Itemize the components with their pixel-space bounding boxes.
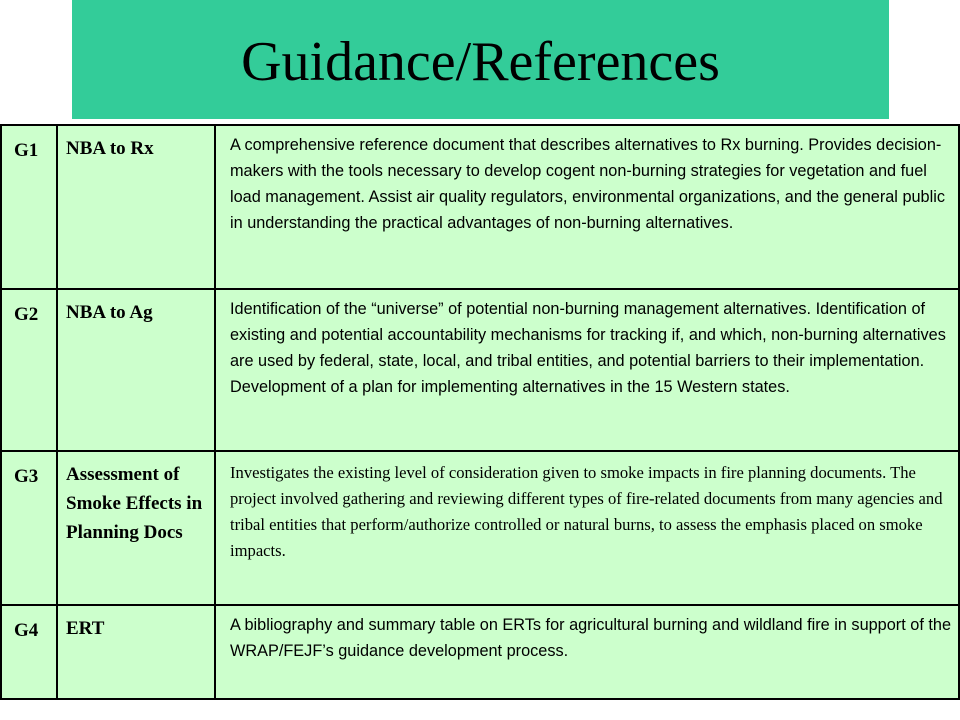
page-title: Guidance/References — [241, 30, 720, 93]
row-description-cell — [215, 289, 959, 451]
row-description-cell — [215, 125, 959, 289]
row-description: Investigates the existing level of consideration given to smoke impacts in fire planning documents. The project involved gathering and reviewing different types of fire-related documents from many agencies and tribal entities that perform/authorize controlled or natural burns, to assess the emphasis placed on smoke impacts. — [230, 463, 943, 560]
table-row — [1, 605, 959, 699]
row-id: G2 — [14, 304, 39, 325]
row-id-cell — [1, 451, 57, 605]
row-id: G1 — [14, 140, 39, 161]
row-id: G3 — [14, 466, 39, 487]
table-row — [1, 289, 959, 451]
row-id-cell — [1, 125, 57, 289]
row-description-cell — [215, 451, 959, 605]
row-name-cell — [57, 605, 215, 699]
title-banner — [72, 0, 889, 119]
row-name: ERT — [66, 618, 105, 639]
row-name-cell — [57, 289, 215, 451]
row-description: Identification of the “universe” of potential non-burning management alternatives. Identification of existing and potential accountability mechanisms for tracking if, and which, non-burning alternatives are used by federal, state, local, and tribal entities, and potential barriers to their implementation. Development of a plan for implementing alternatives in the 15 Western states. — [230, 300, 946, 396]
row-name: Assessment of Smoke Effects in Planning Docs — [66, 464, 203, 543]
table-row — [1, 451, 959, 605]
row-name: NBA to Rx — [66, 138, 154, 159]
row-description: A bibliography and summary table on ERTs for agricultural burning and wildland fire in support of the WRAP/FEJF’s guidance development process. — [230, 616, 952, 660]
row-id: G4 — [14, 620, 39, 641]
table-row — [1, 125, 959, 289]
references-table — [0, 124, 960, 700]
row-name-cell — [57, 451, 215, 605]
row-name: NBA to Ag — [66, 302, 153, 323]
row-name-cell — [57, 125, 215, 289]
row-id-cell — [1, 605, 57, 699]
row-id-cell — [1, 289, 57, 451]
row-description-cell — [215, 605, 959, 699]
row-description: A comprehensive reference document that describes alternatives to Rx burning. Provides decision-makers with the tools necessary to develop cogent non-burning strategies for vegetation and fuel load management. Assist air quality regulators, environmental organizations, and the general public in understanding the practical advantages of non-burning alternatives. — [230, 136, 945, 232]
